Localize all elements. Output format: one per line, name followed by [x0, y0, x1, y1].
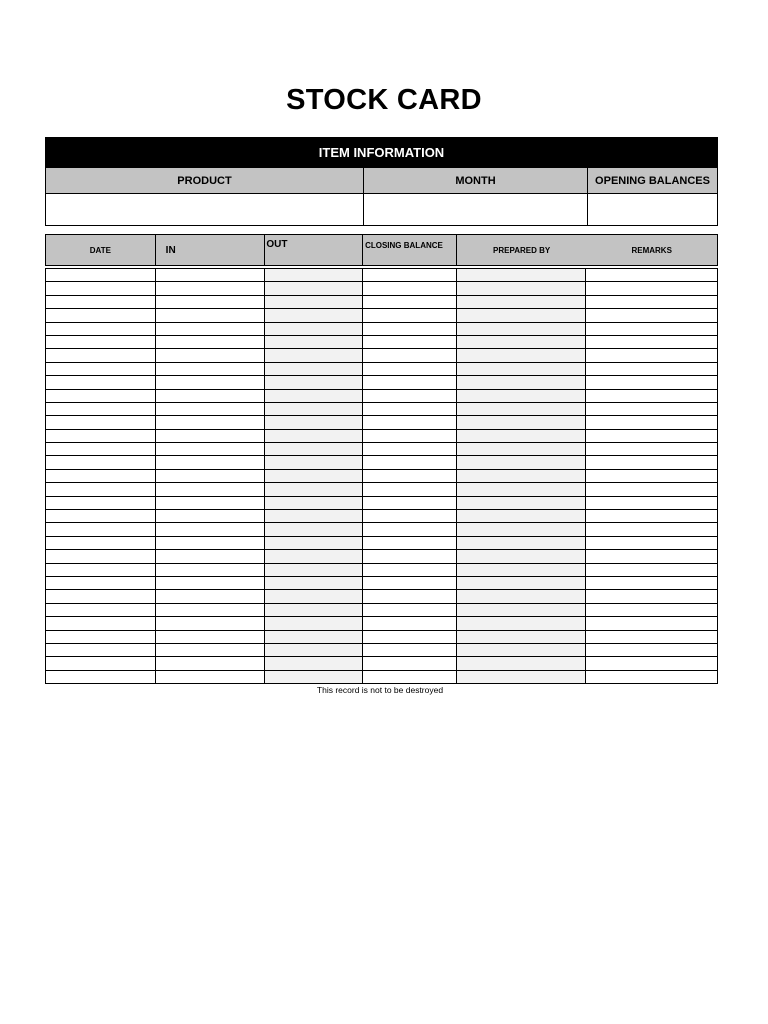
prepared-by-column-header: PREPARED BY	[493, 245, 551, 255]
remarks-cell[interactable]	[586, 403, 717, 415]
remarks-cell[interactable]	[586, 604, 717, 616]
item-information-section	[45, 137, 718, 226]
date-cell[interactable]	[46, 537, 156, 549]
closing-balance-cell[interactable]	[363, 631, 457, 643]
item-information-entry-row	[45, 194, 718, 226]
remarks-cell[interactable]	[586, 631, 717, 643]
date-cell[interactable]	[46, 644, 156, 656]
out-column-header: OUT	[265, 235, 363, 265]
closing-balance-cell[interactable]	[363, 564, 457, 576]
date-cell[interactable]	[46, 550, 156, 562]
out-cell[interactable]	[265, 604, 363, 616]
closing-balance-cell[interactable]	[363, 644, 457, 656]
table-row	[46, 443, 717, 456]
date-cell[interactable]	[46, 617, 156, 629]
remarks-cell[interactable]	[586, 671, 717, 683]
remarks-cell[interactable]	[586, 282, 717, 294]
out-cell[interactable]	[265, 323, 363, 335]
in-cell[interactable]	[156, 657, 266, 669]
prepared-by-cell[interactable]	[457, 336, 587, 348]
date-cell[interactable]	[46, 269, 156, 281]
prepared-by-cell[interactable]	[457, 523, 587, 535]
prepared-by-cell[interactable]	[457, 430, 587, 442]
prepared-by-cell[interactable]	[457, 349, 587, 361]
table-row	[46, 376, 717, 389]
in-cell[interactable]	[156, 523, 266, 535]
opening-balances-column-header: OPENING BALANCES	[587, 168, 718, 194]
out-cell[interactable]	[265, 644, 363, 656]
closing-balance-cell[interactable]	[363, 590, 457, 602]
date-cell[interactable]	[46, 390, 156, 402]
product-field[interactable]	[45, 194, 363, 226]
prepared-by-cell[interactable]	[457, 470, 587, 482]
closing-balance-cell[interactable]	[363, 416, 457, 428]
date-cell[interactable]	[46, 564, 156, 576]
item-information-header: ITEM INFORMATION	[45, 137, 718, 168]
prepared-by-cell[interactable]	[457, 483, 587, 495]
in-cell[interactable]	[156, 430, 266, 442]
remarks-cell[interactable]	[586, 537, 717, 549]
closing-balance-cell[interactable]	[363, 309, 457, 321]
date-cell[interactable]	[46, 309, 156, 321]
table-row	[46, 497, 717, 510]
out-cell[interactable]	[265, 309, 363, 321]
in-cell[interactable]	[156, 390, 266, 402]
remarks-cell[interactable]	[586, 363, 717, 375]
table-row	[46, 617, 717, 630]
date-cell[interactable]	[46, 282, 156, 294]
in-cell[interactable]	[156, 336, 266, 348]
date-cell[interactable]	[46, 470, 156, 482]
date-cell[interactable]	[46, 376, 156, 388]
date-cell[interactable]	[46, 671, 156, 683]
closing-balance-cell[interactable]	[363, 497, 457, 509]
remarks-cell[interactable]	[586, 657, 717, 669]
out-cell[interactable]	[265, 390, 363, 402]
date-column-header: DATE	[46, 235, 156, 265]
closing-balance-column-header: CLOSING BALANCE	[363, 235, 457, 265]
remarks-cell[interactable]	[586, 443, 717, 455]
in-cell[interactable]	[156, 617, 266, 629]
out-cell[interactable]	[265, 456, 363, 468]
out-cell[interactable]	[265, 376, 363, 388]
ledger-header-row	[45, 234, 718, 266]
out-cell[interactable]	[265, 657, 363, 669]
out-cell[interactable]	[265, 443, 363, 455]
prepared-by-cell[interactable]	[457, 590, 587, 602]
out-cell[interactable]	[265, 510, 363, 522]
out-cell[interactable]	[265, 497, 363, 509]
closing-balance-cell[interactable]	[363, 296, 457, 308]
table-row	[46, 657, 717, 670]
in-cell[interactable]	[156, 269, 266, 281]
prepared-by-cell[interactable]	[457, 604, 587, 616]
remarks-cell[interactable]	[586, 269, 717, 281]
in-cell[interactable]	[156, 564, 266, 576]
out-cell[interactable]	[265, 470, 363, 482]
remarks-cell[interactable]	[586, 550, 717, 562]
in-cell[interactable]	[156, 577, 266, 589]
closing-balance-cell[interactable]	[363, 483, 457, 495]
prepared-by-cell[interactable]	[457, 564, 587, 576]
table-row	[46, 604, 717, 617]
table-row	[46, 282, 717, 295]
closing-balance-cell[interactable]	[363, 269, 457, 281]
in-cell[interactable]	[156, 631, 266, 643]
out-cell[interactable]	[265, 403, 363, 415]
in-cell[interactable]	[156, 644, 266, 656]
closing-balance-cell[interactable]	[363, 323, 457, 335]
table-row	[46, 323, 717, 336]
out-cell[interactable]	[265, 269, 363, 281]
date-cell[interactable]	[46, 430, 156, 442]
table-row	[46, 296, 717, 309]
table-row	[46, 390, 717, 403]
out-cell[interactable]	[265, 523, 363, 535]
remarks-cell[interactable]	[586, 336, 717, 348]
in-cell[interactable]	[156, 510, 266, 522]
in-cell[interactable]	[156, 604, 266, 616]
in-cell[interactable]	[156, 470, 266, 482]
remarks-cell[interactable]	[586, 644, 717, 656]
in-cell[interactable]	[156, 376, 266, 388]
date-cell[interactable]	[46, 456, 156, 468]
prepared-by-cell[interactable]	[457, 644, 587, 656]
table-row	[46, 269, 717, 282]
out-cell[interactable]	[265, 296, 363, 308]
in-cell[interactable]	[156, 403, 266, 415]
closing-balance-cell[interactable]	[363, 363, 457, 375]
closing-balance-cell[interactable]	[363, 617, 457, 629]
date-cell[interactable]	[46, 323, 156, 335]
prepared-by-cell[interactable]	[457, 309, 587, 321]
ledger-table-body	[45, 268, 718, 684]
remarks-cell[interactable]	[586, 470, 717, 482]
table-row	[46, 470, 717, 483]
in-column-header: IN	[156, 235, 266, 265]
in-cell[interactable]	[156, 282, 266, 294]
remarks-cell[interactable]	[586, 523, 717, 535]
remarks-cell[interactable]	[586, 349, 717, 361]
prepared-by-cell[interactable]	[457, 631, 587, 643]
table-row	[46, 430, 717, 443]
table-row	[46, 483, 717, 496]
closing-balance-cell[interactable]	[363, 349, 457, 361]
in-cell[interactable]	[156, 443, 266, 455]
out-cell[interactable]	[265, 430, 363, 442]
out-cell[interactable]	[265, 617, 363, 629]
remarks-cell[interactable]	[586, 456, 717, 468]
out-cell[interactable]	[265, 577, 363, 589]
out-cell[interactable]	[265, 537, 363, 549]
prepared-by-cell[interactable]	[457, 577, 587, 589]
out-cell[interactable]	[265, 363, 363, 375]
prepared-by-cell[interactable]	[457, 456, 587, 468]
closing-balance-cell[interactable]	[363, 671, 457, 683]
table-row	[46, 510, 717, 523]
remarks-cell[interactable]	[586, 590, 717, 602]
prepared-by-cell[interactable]	[457, 510, 587, 522]
in-cell[interactable]	[156, 537, 266, 549]
date-cell[interactable]	[46, 497, 156, 509]
closing-balance-cell[interactable]	[363, 510, 457, 522]
remarks-cell[interactable]	[586, 510, 717, 522]
in-cell[interactable]	[156, 349, 266, 361]
date-cell[interactable]	[46, 416, 156, 428]
closing-balance-cell[interactable]	[363, 443, 457, 455]
remarks-cell[interactable]	[586, 309, 717, 321]
remarks-cell[interactable]	[586, 376, 717, 388]
table-row	[46, 590, 717, 603]
table-row	[46, 564, 717, 577]
in-cell[interactable]	[156, 309, 266, 321]
closing-balance-cell[interactable]	[363, 336, 457, 348]
prepared-by-cell[interactable]	[457, 416, 587, 428]
date-cell[interactable]	[46, 657, 156, 669]
prepared-by-cell[interactable]	[457, 537, 587, 549]
closing-balance-cell[interactable]	[363, 577, 457, 589]
date-cell[interactable]	[46, 604, 156, 616]
prepared-by-cell[interactable]	[457, 390, 587, 402]
closing-balance-cell[interactable]	[363, 604, 457, 616]
in-cell[interactable]	[156, 483, 266, 495]
out-cell[interactable]	[265, 282, 363, 294]
table-row	[46, 644, 717, 657]
item-information-column-headers	[45, 168, 718, 194]
prepared-by-cell[interactable]	[457, 323, 587, 335]
prepared-by-cell[interactable]	[457, 296, 587, 308]
closing-balance-cell[interactable]	[363, 456, 457, 468]
prepared-by-cell[interactable]	[457, 282, 587, 294]
date-cell[interactable]	[46, 631, 156, 643]
table-row	[46, 537, 717, 550]
remarks-cell[interactable]	[586, 483, 717, 495]
table-row	[46, 523, 717, 536]
prepared-by-cell[interactable]	[457, 269, 587, 281]
out-cell[interactable]	[265, 550, 363, 562]
table-row	[46, 671, 717, 684]
in-cell[interactable]	[156, 363, 266, 375]
in-cell[interactable]	[156, 456, 266, 468]
in-cell[interactable]	[156, 590, 266, 602]
prepared-by-cell[interactable]	[457, 403, 587, 415]
prepared-by-cell[interactable]	[457, 671, 587, 683]
out-cell[interactable]	[265, 590, 363, 602]
remarks-cell[interactable]	[586, 416, 717, 428]
out-cell[interactable]	[265, 336, 363, 348]
in-cell[interactable]	[156, 550, 266, 562]
closing-balance-cell[interactable]	[363, 390, 457, 402]
date-cell[interactable]	[46, 349, 156, 361]
table-row	[46, 403, 717, 416]
product-column-header: PRODUCT	[45, 168, 363, 194]
table-row	[46, 631, 717, 644]
prepared-by-cell[interactable]	[457, 363, 587, 375]
prepared-by-cell[interactable]	[457, 376, 587, 388]
closing-balance-cell[interactable]	[363, 403, 457, 415]
prepared-by-cell[interactable]	[457, 617, 587, 629]
remarks-cell[interactable]	[586, 577, 717, 589]
table-row	[46, 550, 717, 563]
prepared-by-cell[interactable]	[457, 497, 587, 509]
date-cell[interactable]	[46, 363, 156, 375]
prepared-by-cell[interactable]	[457, 550, 587, 562]
closing-balance-cell[interactable]	[363, 657, 457, 669]
closing-balance-cell[interactable]	[363, 537, 457, 549]
closing-balance-cell[interactable]	[363, 523, 457, 535]
date-cell[interactable]	[46, 336, 156, 348]
table-row	[46, 577, 717, 590]
remarks-cell[interactable]	[586, 296, 717, 308]
in-cell[interactable]	[156, 416, 266, 428]
table-row	[46, 363, 717, 376]
remarks-column-header: REMARKS	[631, 245, 672, 255]
remarks-cell[interactable]	[586, 617, 717, 629]
remarks-cell[interactable]	[586, 390, 717, 402]
closing-balance-cell[interactable]	[363, 470, 457, 482]
closing-balance-cell[interactable]	[363, 550, 457, 562]
remarks-cell[interactable]	[586, 430, 717, 442]
month-field[interactable]	[363, 194, 587, 226]
table-row	[46, 336, 717, 349]
out-cell[interactable]	[265, 631, 363, 643]
date-cell[interactable]	[46, 443, 156, 455]
remarks-cell[interactable]	[586, 497, 717, 509]
in-cell[interactable]	[156, 296, 266, 308]
date-cell[interactable]	[46, 403, 156, 415]
closing-balance-cell[interactable]	[363, 430, 457, 442]
table-row	[46, 349, 717, 362]
table-row	[46, 456, 717, 469]
date-cell[interactable]	[46, 577, 156, 589]
date-cell[interactable]	[46, 483, 156, 495]
prepared-by-cell[interactable]	[457, 443, 587, 455]
table-row	[46, 416, 717, 429]
prepared-by-cell[interactable]	[457, 657, 587, 669]
remarks-cell[interactable]	[586, 323, 717, 335]
out-cell[interactable]	[265, 564, 363, 576]
month-column-header: MONTH	[363, 168, 587, 194]
out-cell[interactable]	[265, 483, 363, 495]
out-cell[interactable]	[265, 416, 363, 428]
closing-balance-cell[interactable]	[363, 282, 457, 294]
in-cell[interactable]	[156, 497, 266, 509]
table-row	[46, 309, 717, 322]
page-title: STOCK CARD	[286, 84, 482, 116]
out-cell[interactable]	[265, 349, 363, 361]
in-cell[interactable]	[156, 671, 266, 683]
opening-balances-field[interactable]	[587, 194, 718, 226]
closing-balance-cell[interactable]	[363, 376, 457, 388]
out-cell[interactable]	[265, 671, 363, 683]
date-cell[interactable]	[46, 523, 156, 535]
in-cell[interactable]	[156, 323, 266, 335]
date-cell[interactable]	[46, 296, 156, 308]
remarks-cell[interactable]	[586, 564, 717, 576]
date-cell[interactable]	[46, 510, 156, 522]
date-cell[interactable]	[46, 590, 156, 602]
footer-note: This record is not to be destroyed	[316, 685, 444, 695]
